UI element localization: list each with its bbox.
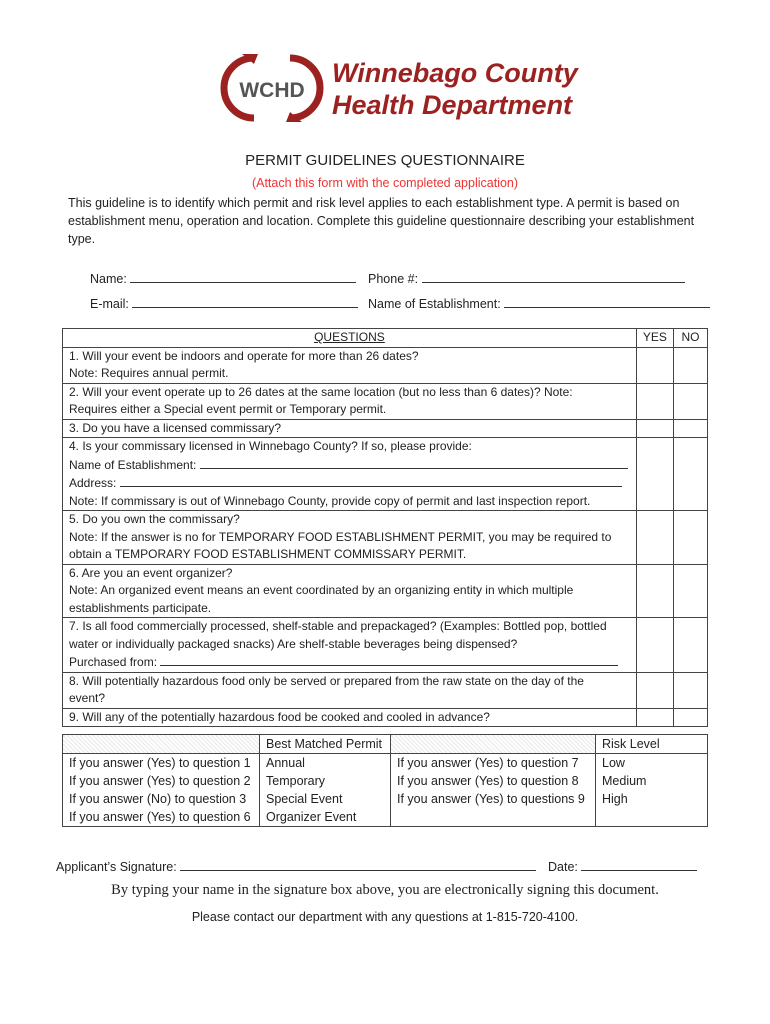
question-4-establishment <box>69 456 630 475</box>
email-line[interactable] <box>132 295 358 308</box>
question-5-no[interactable] <box>673 511 707 565</box>
question-7-yes[interactable] <box>636 618 673 673</box>
permit-type-3: Special Event <box>266 792 343 806</box>
question-6-note-cont: establishments participate. <box>69 600 212 615</box>
question-2 <box>63 383 637 419</box>
question-6-text: 6. Are you an event organizer? <box>69 565 233 580</box>
question-4-no[interactable] <box>673 438 707 511</box>
name-line[interactable] <box>130 270 356 283</box>
question-1-no[interactable] <box>673 347 707 383</box>
establishment-label: Name of Establishment: <box>368 297 501 311</box>
date-label: Date: <box>548 860 578 874</box>
page-title: PERMIT GUIDELINES QUESTIONNAIRE <box>245 152 525 169</box>
question-row-8 <box>63 672 708 708</box>
question-8-text-cont: event? <box>69 691 106 705</box>
logo-abbr: WCHD <box>239 79 305 102</box>
question-row-1 <box>63 347 708 383</box>
question-2-note: Requires either a Special event permit or Temporary permit. <box>69 402 387 416</box>
signature-field[interactable] <box>56 858 536 874</box>
question-row-7 <box>63 618 708 673</box>
phone-field[interactable] <box>368 270 685 286</box>
question-1-note: Note: Requires annual permit. <box>69 366 229 380</box>
question-4-note: Note: If commissary is out of Winnebago County, provide copy of permit and last inspection report. <box>69 493 591 508</box>
signature-line[interactable] <box>180 858 536 871</box>
name-label: Name: <box>90 272 127 286</box>
risk-cond-1: If you answer (Yes) to question 7 <box>397 756 579 770</box>
question-8-text: 8. Will potentially hazardous food only be served or prepared from the raw state on the day of the <box>69 673 584 688</box>
questions-table <box>62 328 708 727</box>
logo-emblem <box>224 54 320 122</box>
commissary-name-line[interactable] <box>200 456 628 469</box>
permit-cond-4: If you answer (Yes) to question 6 <box>69 810 251 824</box>
risk-header-blank <box>391 735 596 754</box>
risk-cond-2: If you answer (Yes) to question 8 <box>397 774 579 788</box>
question-5-yes[interactable] <box>636 511 673 565</box>
establishment-field[interactable] <box>368 295 710 311</box>
risk-level-2: Medium <box>602 774 647 788</box>
question-7 <box>63 618 637 673</box>
risk-level-1: Low <box>602 756 625 770</box>
phone-label: Phone #: <box>368 272 419 286</box>
results-table <box>62 734 708 827</box>
question-7-text: 7. Is all food commercially processed, shelf-stable and prepackaged? (Examples: Bottled pop, bottled <box>69 619 607 633</box>
question-9 <box>63 708 637 727</box>
permit-conditions <box>63 754 260 827</box>
question-9-yes[interactable] <box>636 708 673 727</box>
question-6-note: Note: An organized event means an event coordinated by an organizing entity in which multiple <box>69 583 574 597</box>
question-row-6 <box>63 564 708 618</box>
questions-header-label: QUESTIONS <box>314 330 385 344</box>
question-row-5 <box>63 511 708 565</box>
permit-type-4: Organizer Event <box>266 810 357 824</box>
question-5-note-cont: obtain a TEMPORARY FOOD ESTABLISHMENT COMMISSARY PERMIT. <box>69 547 467 561</box>
esign-notice: By typing your name in the signature box above, you are electronically signing this document. <box>111 882 659 898</box>
question-row-9 <box>63 708 708 727</box>
question-7-no[interactable] <box>673 618 707 673</box>
results-header-row <box>63 735 708 754</box>
question-5 <box>63 511 637 565</box>
question-3-no[interactable] <box>673 419 707 438</box>
question-3-yes[interactable] <box>636 419 673 438</box>
question-7-purchased <box>69 653 630 672</box>
question-1-yes[interactable] <box>636 347 673 383</box>
question-2-text: 2. Will your event operate up to 26 dates at the same location (but no less than 6 dates)? Note: <box>69 384 573 399</box>
question-4-address-label: Address: <box>69 476 117 490</box>
intro-paragraph: This guideline is to identify which permit and risk level applies to each establishment type. A permit is based on establishment menu, operation and location. Complete this guideline questionnaire describing your establishment type. <box>68 196 695 246</box>
purchased-from-line[interactable] <box>160 653 618 666</box>
question-6-yes[interactable] <box>636 564 673 618</box>
email-label: E-mail: <box>90 297 129 311</box>
question-9-no[interactable] <box>673 708 707 727</box>
email-field[interactable] <box>90 295 358 311</box>
permit-cond-3: If you answer (No) to question 3 <box>69 792 247 806</box>
risk-level-3: High <box>602 792 628 806</box>
establishment-line[interactable] <box>504 295 710 308</box>
question-row-3 <box>63 419 708 438</box>
permit-types <box>260 754 391 827</box>
question-5-text: 5. Do you own the commissary? <box>69 512 240 526</box>
permit-cond-1: If you answer (Yes) to question 1 <box>69 756 251 770</box>
question-1-text: 1. Will your event be indoors and operate for more than 26 dates? <box>69 348 419 363</box>
question-6 <box>63 564 637 618</box>
question-6-no[interactable] <box>673 564 707 618</box>
question-3-text: 3. Do you have a licensed commissary? <box>69 420 282 435</box>
question-4-address <box>69 474 630 493</box>
question-3 <box>63 419 637 438</box>
risk-levels <box>596 754 708 827</box>
question-1 <box>63 347 637 383</box>
questions-header <box>63 329 637 348</box>
yes-header: YES <box>636 329 673 348</box>
logo-line1: Winnebago County <box>332 58 578 88</box>
question-7-text-cont: water or individually packaged snacks) Are shelf-stable beverages being dispensed? <box>69 636 518 651</box>
signature-label: Applicant’s Signature: <box>56 860 177 874</box>
commissary-address-line[interactable] <box>120 474 622 487</box>
questions-header-row <box>63 329 708 348</box>
permit-header-blank <box>63 735 260 754</box>
question-9-text: 9. Will any of the potentially hazardous food be cooked and cooled in advance? <box>69 709 490 724</box>
risk-cond-3: If you answer (Yes) to questions 9 <box>397 792 585 806</box>
risk-header: Risk Level <box>596 735 708 754</box>
risk-conditions <box>391 754 596 827</box>
results-row <box>63 754 708 827</box>
no-header: NO <box>673 329 707 348</box>
permit-type-1: Annual <box>266 756 305 770</box>
question-4-text: 4. Is your commissary licensed in Winnebago County? If so, please provide: <box>69 439 472 453</box>
permit-cond-2: If you answer (Yes) to question 2 <box>69 774 251 788</box>
question-8-no[interactable] <box>673 672 707 708</box>
permit-header: Best Matched Permit <box>260 735 391 754</box>
question-4-yes[interactable] <box>636 438 673 511</box>
permit-type-2: Temporary <box>266 774 326 788</box>
contact-info: Please contact our department with any questions at 1-815-720-4100. <box>191 910 579 924</box>
question-5-note: Note: If the answer is no for TEMPORARY FOOD ESTABLISHMENT PERMIT, you may be required to <box>69 529 612 544</box>
date-line[interactable] <box>581 858 697 871</box>
question-row-4 <box>63 438 708 511</box>
logo-line2: Health Department <box>332 90 573 120</box>
question-2-no[interactable] <box>673 383 707 419</box>
question-4 <box>63 438 637 511</box>
date-field[interactable] <box>548 858 697 874</box>
question-2-yes[interactable] <box>636 383 673 419</box>
question-8-yes[interactable] <box>636 672 673 708</box>
name-field[interactable] <box>90 270 356 286</box>
question-4-establishment-label: Name of Establishment: <box>69 457 197 472</box>
question-7-purchased-label: Purchased from: <box>69 655 158 669</box>
phone-line[interactable] <box>422 270 685 283</box>
wchd-logo <box>214 50 586 125</box>
page-subtitle: (Attach this form with the completed application) <box>251 176 519 190</box>
question-row-2 <box>63 383 708 419</box>
question-8 <box>63 672 637 708</box>
